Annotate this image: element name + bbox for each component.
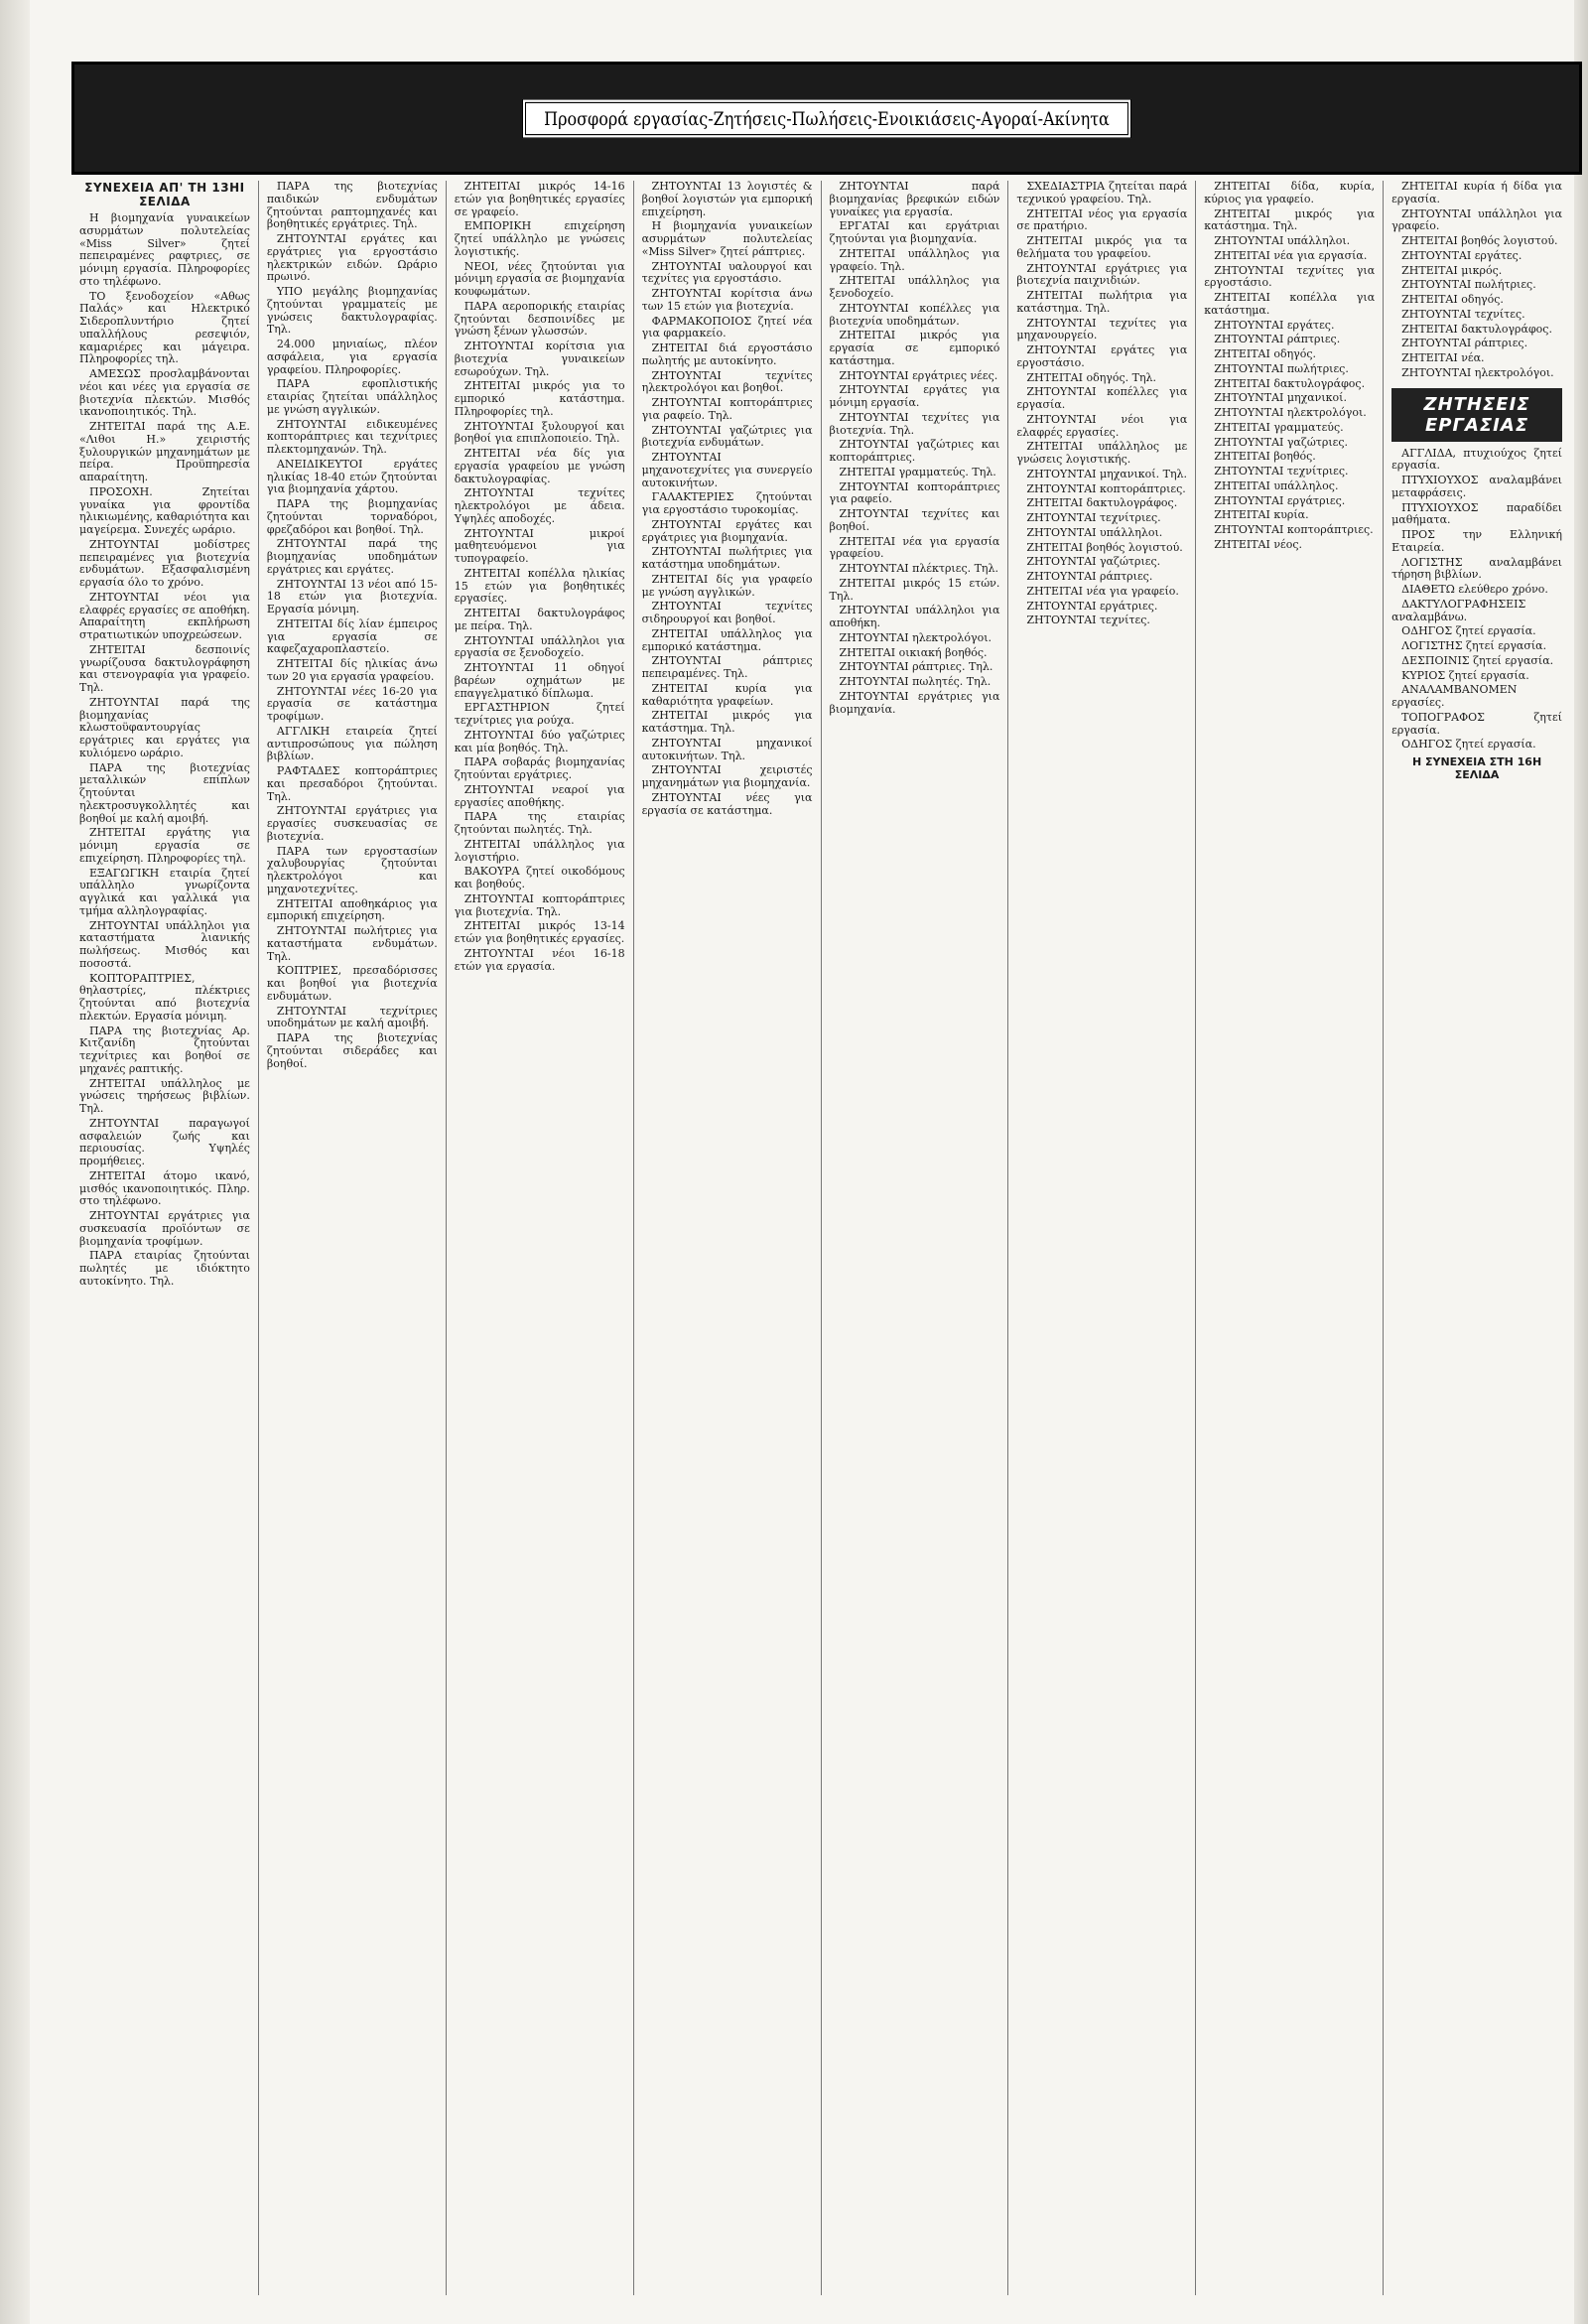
classified-ad: ΣΧΕΔΙΑΣΤΡΙΑ ζητείται παρά τεχνικού γραφείου. Τηλ. — [1016, 181, 1188, 205]
classified-ad: ΖΗΤΟΥΝΤΑΙ πωλητές. Τηλ. — [839, 675, 992, 688]
classified-ad: ΖΗΤΟΥΝΤΑΙ ειδικευμένες κοπτοράπτριες και τεχνίτριες πλεκτομηχανών. Τηλ. — [266, 417, 438, 456]
classified-ad: ΖΗΤΕΙΤΑΙ υπάλληλος. — [1214, 478, 1339, 492]
classified-columns — [71, 181, 1570, 2295]
classified-ad: ΖΗΤΟΥΝΤΑΙ εργάτες για εργοστάσιο. — [1016, 343, 1188, 369]
classified-ad: ΔΑΚΤΥΛΟΓΡΑΦΗΣΕΙΣ αναλαμβάνω. — [1391, 597, 1526, 623]
page-edge-shadow — [1574, 0, 1588, 2324]
classified-ad: ΖΗΤΟΥΝΤΑΙ ξυλουργοί και βοηθοί για επιπλοποιείο. Τηλ. — [454, 419, 625, 446]
classified-ad: ΖΗΤΟΥΝΤΑΙ κοπτοράπτριες για βιοτεχνία. Τηλ. — [454, 891, 625, 918]
ad-list — [1016, 181, 1187, 627]
classified-ad: Η βιομηχανία γυναικείων ασυρμάτων πολυτελείας «Miss Silver» ζητεί πεπειραμένες ραφτριες, σε μόνιμη εργασία. Πληροφορίες στο τηλέφωνο. — [79, 211, 250, 288]
classified-ad: ΖΗΤΟΥΝΤΑΙ πλέκτριες. Τηλ. — [839, 562, 998, 575]
classified-ad: ΖΗΤΕΙΤΑΙ οικιακή βοηθός. — [839, 645, 988, 659]
classified-ad: ΖΗΤΟΥΝΤΑΙ εργάτες. — [1401, 248, 1522, 262]
classified-ad: ΖΗΤΟΥΝΤΑΙ κοπέλλες για βιοτεχνία υποδημάτων. — [829, 301, 1000, 328]
ad-list — [1204, 181, 1375, 552]
classified-ad: ΖΗΤΟΥΝΤΑΙ τεχνίτες ηλεκτρολόγοι και βοηθοί. — [641, 368, 813, 395]
classified-ad: ΖΗΤΕΙΤΑΙ νέος για εργασία σε πρατήριο. — [1016, 206, 1188, 233]
classified-ad: ΖΗΤΕΙΤΑΙ δακτυλογράφος. — [1401, 322, 1552, 336]
classified-ad: ΒΑΚΟΥΡΑ ζητεί οικοδόμους και βοηθούς. — [454, 865, 625, 890]
classified-ad: ΖΗΤΕΙΤΑΙ δίδα, κυρία, κύριος για γραφείο. — [1204, 181, 1376, 205]
column-1 — [71, 181, 259, 2295]
classified-ad: ΖΗΤΟΥΝΤΑΙ ηλεκτρολόγοι. — [1214, 406, 1367, 419]
classified-ad: ΖΗΤΟΥΝΤΑΙ εργάτριες. — [1026, 599, 1158, 613]
classified-ad: ΠΑΡΑ της βιοτεχνίας μεταλλικών επίπλων ζητούνται ηλεκτροσυγκολλητές και βοηθοί με καλή αμοιβή. — [79, 760, 250, 825]
column-7 — [1196, 181, 1384, 2295]
column-6 — [1008, 181, 1196, 2295]
classified-ad: ΑΝΑΛΑΜΒΑΝΟΜΕΝ εργασίες. — [1391, 683, 1518, 709]
classified-ad: ΝΕΟΙ, νέες ζητούνται για μόνιμη εργασία σε βιομηχανία κουφωμάτων. — [454, 259, 625, 298]
classified-ad: ΖΗΤΕΙΤΑΙ δακτυλογράφος. — [1214, 376, 1366, 390]
classified-ad: ΤΟ ξενοδοχείον «Αθως Παλάς» και Ηλεκτρικό Σιδεροπλυντήριο ζητεί υπαλλήλους ρεσεψιόν, καμαριέρες και μάγειρα. Πληροφορίες τηλ. — [79, 289, 250, 366]
ad-list — [1391, 448, 1562, 752]
classified-ad: ΖΗΤΕΙΤΑΙ δακτυλογράφος με πείρα. Τηλ. — [454, 607, 625, 632]
classified-ad: ΖΗΤΟΥΝΤΑΙ μοδίστρες πεπειραμένες για βιοτεχνία ενδυμάτων. Εξασφαλισμένη εργασία όλο το χρόνο. — [79, 537, 250, 589]
classified-ad: ΖΗΤΟΥΝΤΑΙ κοπτοράπτριες. — [1214, 523, 1374, 536]
classified-ad: ΖΗΤΕΙΤΑΙ μικρός. — [1401, 263, 1503, 277]
classified-ad: ΖΗΤΕΙΤΑΙ κυρία για καθαριότητα γραφείων. — [641, 681, 813, 708]
classified-ad: ΖΗΤΕΙΤΑΙ μικρός για τα θελήματα του γραφείου. — [1016, 234, 1188, 260]
classified-ad: ΖΗΤΟΥΝΤΑΙ παρά βιομηχανίας βρεφικών ειδών γυναίκες για εργασία. — [829, 181, 1000, 218]
classified-ad: ΖΗΤΟΥΝΤΑΙ νέοι για ελαφρές εργασίες. — [1016, 412, 1188, 439]
classified-ad: ΖΗΤΟΥΝΤΑΙ κοπτοράπτριες για ραφείο. — [829, 479, 1000, 506]
classified-ad: ΠΤΥΧΙΟΥΧΟΣ παραδίδει μαθήματα. — [1391, 500, 1562, 527]
classified-ad: ΟΔΗΓΟΣ ζητεί εργασία. — [1401, 738, 1536, 752]
classified-ad: ΖΗΤΕΙΤΑΙ οδηγός. Τηλ. — [1026, 370, 1157, 384]
classified-ad: ΖΗΤΟΥΝΤΑΙ πωλήτριες. — [1401, 278, 1536, 292]
classified-ad: ΔΙΑΘΕΤΩ ελεύθερο χρόνο. — [1401, 583, 1548, 596]
classified-ad: ΖΗΤΕΙΤΑΙ δίς λίαν έμπειρος για εργασία σε καφεζαχαροπλαστείο. — [266, 616, 438, 656]
classified-ad: ΖΗΤΟΥΝΤΑΙ υπάλληλοι για καταστήματα λιανικής πωλήσεως. Μισθός και ποσοστά. — [79, 918, 250, 970]
page-gutter-shadow — [0, 0, 30, 2324]
classified-ad: ΠΑΡΑ εφοπλιστικής εταιρίας ζητείται υπάλληλος με γνώση αγγλικών. — [266, 377, 438, 416]
classified-ad: ΖΗΤΟΥΝΤΑΙ υαλουργοί και τεχνίτες για εργοστάσιο. — [641, 259, 813, 286]
classified-ad: ΖΗΤΟΥΝΤΑΙ υπάλληλοι για αποθήκη. — [829, 604, 1000, 629]
classified-ad: ΖΗΤΕΙΤΑΙ μικρός για κατάστημα. Τηλ. — [641, 709, 813, 735]
classified-ad: ΖΗΤΟΥΝΤΑΙ τεχνίτες για μηχανουργείο. — [1016, 316, 1188, 342]
classified-ad: ΖΗΤΟΥΝΤΑΙ τεχνίτριες. — [1026, 511, 1161, 524]
classified-ad: ΖΗΤΟΥΝΤΑΙ 13 λογιστές & βοηθοί λογιστών για εμπορική επιχείρηση. — [641, 181, 813, 218]
classified-ad: ΖΗΤΟΥΝΤΑΙ εργάτες για μόνιμη εργασία. — [829, 383, 1000, 409]
classified-ad: ΖΗΤΕΙΤΑΙ νέα. — [1401, 351, 1485, 364]
classified-ad: ΚΥΡΙΟΣ ζητεί εργασία. — [1401, 668, 1529, 682]
classified-ad: ΖΗΤΟΥΝΤΑΙ εργάτριες για εργασίες συσκευασίας σε βιοτεχνία. — [266, 804, 438, 843]
classified-ad: ΖΗΤΟΥΝΤΑΙ παρά της βιομηχανίας υποδημάτων εργάτριες και εργάτες. — [266, 537, 438, 576]
classified-ad: ΖΗΤΕΙΤΑΙ δεσποινίς γνωρίζουσα δακτυλογράφηση και στενογραφία για γραφείο. Τηλ. — [79, 642, 250, 694]
classified-ad: ΠΑΡΑ της βιοτεχνίας παιδικών ενδυμάτων ζητούνται ραπτομηχανές και βοηθητικές εργάτριες. Τηλ. — [266, 181, 438, 231]
classified-ad: ΤΟΠΟΓΡΑΦΟΣ ζητεί εργασία. — [1391, 710, 1562, 737]
classified-ad: ΛΟΓΙΣΤΗΣ ζητεί εργασία. — [1401, 639, 1547, 652]
classified-ad: ΖΗΤΟΥΝΤΑΙ γαζώτριες. — [1214, 435, 1349, 449]
classified-ad: ΖΗΤΕΙΤΑΙ υπάλληλος με γνώσεις λογιστικής. — [1016, 440, 1188, 466]
classified-ad: ΠΡΟΣ την Ελληνική Εταιρεία. — [1391, 528, 1562, 554]
classified-ad: ΖΗΤΟΥΝΤΑΙ τεχνίτες για εργοστάσιο. — [1204, 263, 1376, 290]
classified-ad: ΖΗΤΕΙΤΑΙ οδηγός. — [1214, 347, 1317, 360]
classified-ad: ΖΗΤΟΥΝΤΑΙ τεχνίτες για βιοτεχνία. Τηλ. — [829, 410, 1000, 437]
ad-list — [79, 212, 250, 1289]
classified-ad: 24.000 μηνιαίως, πλέον ασφάλεια, για εργασία γραφείου. Πληροφορίες. — [266, 338, 438, 376]
classified-ad: ΖΗΤΟΥΝΤΑΙ δύο γαζώτριες και μία βοηθός. Τηλ. — [454, 728, 625, 754]
classified-ad: ΖΗΤΕΙΤΑΙ μικρός 14-16 ετών για βοηθητικές εργασίες σε γραφείο. — [454, 181, 625, 218]
classified-ad: ΖΗΤΟΥΝΤΑΙ νέες για εργασία σε κατάστημα. — [641, 790, 813, 817]
classified-ad: ΖΗΤΟΥΝΤΑΙ τεχνίτες και βοηθοί. — [829, 507, 1000, 533]
classified-ad: ΖΗΤΟΥΝΤΑΙ τεχνίτες. — [1026, 614, 1150, 627]
classified-ad: ΖΗΤΟΥΝΤΑΙ 11 οδηγοί βαρέων οχημάτων με επαγγελματικό δίπλωμα. — [454, 661, 625, 700]
classified-ad: ΖΗΤΕΙΤΑΙ μικρός για κατάστημα. Τηλ. — [1204, 206, 1376, 233]
classified-ad: ΖΗΤΟΥΝΤΑΙ τεχνίτριες υποδημάτων με καλή αμοιβή. — [266, 1004, 438, 1030]
classified-ad: ΖΗΤΕΙΤΑΙ υπάλληλος για λογιστήριο. — [454, 837, 625, 864]
banner-title: Προσφορά εργασίας-Ζητήσεις-Πωλήσεις-Ενοικιάσεις-Αγοραί-Ακίνητα — [522, 98, 1131, 138]
classified-ad: ΖΗΤΕΙΤΑΙ βοηθός λογιστού. — [1026, 540, 1183, 554]
classified-ad: ΖΗΤΕΙΤΑΙ βοηθός λογιστού. — [1401, 234, 1558, 247]
classified-ad: ΦΑΡΜΑΚΟΠΟΙΟΣ ζητεί νέα για φαρμακείο. — [641, 314, 813, 341]
classified-ad: ΖΗΤΕΙΤΑΙ νέα για εργασία γραφείου. — [829, 534, 1000, 561]
section-subheading: ΖΗΤΗΣΕΙΣ ΕΡΓΑΣΙΑΣ — [1391, 388, 1562, 442]
classified-ad: ΖΗΤΕΙΤΑΙ νέα για γραφείο. — [1026, 584, 1179, 598]
classified-ad: ΖΗΤΟΥΝΤΑΙ κοπτοράπτριες για ραφείο. Τηλ. — [641, 396, 813, 422]
classified-ad: ΖΗΤΕΙΤΑΙ δακτυλογράφος. — [1026, 496, 1178, 510]
classified-ad: ΠΑΡΑ σοβαράς βιομηχανίας ζητούνται εργάτριες. — [454, 755, 625, 781]
classified-ad: ΖΗΤΕΙΤΑΙ γραμματεύς. Τηλ. — [839, 465, 996, 478]
continuation-footer: Η ΣΥΝΕΧΕΙΑ ΣΤΗ 16Η ΣΕΛΙΔΑ — [1411, 755, 1542, 781]
classified-ad: ΖΗΤΟΥΝΤΑΙ κοπέλλες για εργασία. — [1016, 385, 1188, 411]
classified-ad: ΖΗΤΟΥΝΤΑΙ 13 νέοι από 15-18 ετών για βιοτεχνία. Εργασία μόνιμη. — [266, 577, 438, 615]
classified-ad: ΕΞΑΓΩΓΙΚΗ εταιρία ζητεί υπάλληλο γνωρίζοντα αγγλικά και γαλλικά για τμήμα αλληλογραφίας. — [79, 866, 250, 917]
classified-ad: ΖΗΤΟΥΝΤΑΙ πωλήτριες. — [1214, 361, 1349, 375]
classified-ad: ΚΟΠΤΟΡΑΠΤΡΙΕΣ, θηλαστρίες, πλέκτριες ζητούνται από βιοτεχνία πλεκτών. Εργασία μόνιμη. — [79, 971, 250, 1023]
classified-ad: ΖΗΤΟΥΝΤΑΙ υπάλληλοι για εργασία σε ξενοδοχείο. — [454, 633, 625, 660]
classified-ad: ΖΗΤΕΙΤΑΙ δίς για γραφείο με γνώση αγγλικών. — [641, 572, 813, 599]
classified-ad: ΑΜΕΣΩΣ προσλαμβάνονται νέοι και νέες για εργασία σε βιοτεχνία πλεκτών. Μισθός ικανοποιητικός. Τηλ. — [79, 367, 250, 419]
classified-ad: ΚΟΠΤΡΙΕΣ, πρεσαδόρισσες και βοηθοί για βιοτεχνία ενδυμάτων. — [266, 964, 438, 1003]
classified-ad: ΖΗΤΟΥΝΤΑΙ εργάτριες για βιοτεχνία παιχνιδιών. — [1016, 261, 1188, 288]
column-4 — [634, 181, 822, 2295]
classified-ad: ΖΗΤΟΥΝΤΑΙ τεχνίτες σιδηρουργοί και βοηθοί. — [641, 600, 813, 625]
classified-ad: ΖΗΤΟΥΝΤΑΙ μηχανοτεχνίτες για συνεργείο αυτοκινήτων. — [641, 451, 813, 489]
classified-ad: ΖΗΤΕΙΤΑΙ αποθηκάριος για εμπορική επιχείρηση. — [266, 896, 438, 923]
classified-ad: ΖΗΤΕΙΤΑΙ υπάλληλος για ξενοδοχείο. — [829, 274, 1000, 300]
classified-ad: ΖΗΤΟΥΝΤΑΙ τεχνίτες ηλεκτρολόγοι με άδεια. Υψηλές αποδοχές. — [454, 486, 625, 525]
classified-ad: ΖΗΤΕΙΤΑΙ βοηθός. — [1214, 450, 1316, 464]
classified-ad: ΖΗΤΟΥΝΤΑΙ ράπτριες. — [1026, 570, 1153, 583]
classified-ad: ΖΗΤΟΥΝΤΑΙ γαζώτριες για βιοτεχνία ενδυμάτων. — [641, 423, 813, 450]
classified-ad: ΖΗΤΟΥΝΤΑΙ κοπτοράπτριες. — [1026, 481, 1186, 495]
classified-ad: ΠΑΡΑ εταιρίας ζητούνται πωλητές με ιδιόκτητο αυτοκίνητο. Τηλ. — [79, 1249, 250, 1288]
classified-ad: ΓΑΛΑΚΤΕΡΙΕΣ ζητούνται για εργοστάσιο τυροκομίας. — [641, 490, 813, 516]
classified-ad: ΖΗΤΕΙΤΑΙ μικρός για εργασία σε εμπορικό κατάστημα. — [829, 329, 1000, 367]
classified-ad: ΖΗΤΕΙΤΑΙ κυρία. — [1214, 508, 1309, 522]
classified-ad: Η βιομηχανία γυναικείων ασυρμάτων πολυτελείας «Miss Silver» ζητεί ράπτριες. — [641, 219, 813, 258]
classified-ad: ΖΗΤΕΙΤΑΙ μικρός 13-14 ετών για βοηθητικές εργασίες. — [454, 919, 625, 945]
classified-ad: ΖΗΤΕΙΤΑΙ κυρία ή δίδα για εργασία. — [1391, 181, 1562, 205]
classified-ad: ΖΗΤΟΥΝΤΑΙ υπάλληλοι. — [1026, 525, 1163, 539]
classified-ad: ΖΗΤΟΥΝΤΑΙ πωλήτριες για κατάστημα υποδημάτων. — [641, 545, 813, 571]
classified-ad: ΠΑΡΑ της εταιρίας ζητούνται πωλητές. Τηλ. — [454, 810, 625, 836]
column-5 — [822, 181, 1009, 2295]
classified-ad: ΖΗΤΟΥΝΤΑΙ νέες 16-20 για εργασία σε κατάστημα τροφίμων. — [266, 684, 438, 723]
column-2 — [259, 181, 447, 2295]
classified-ad: ΖΗΤΕΙΤΑΙ νέος. — [1214, 537, 1302, 551]
classified-ad: ΠΤΥΧΙΟΥΧΟΣ αναλαμβάνει μεταφράσεις. — [1391, 474, 1562, 499]
classified-ad: ΔΕΣΠΟΙΝΙΣ ζητεί εργασία. — [1401, 653, 1554, 667]
classified-ad: ΖΗΤΟΥΝΤΑΙ γαζώτριες. — [1026, 555, 1161, 569]
classified-ad: ΠΑΡΑ της βιοτεχνίας Αρ. Κιτζανίδη ζητούνται τεχνίτριες και βοηθοί σε μηχανές ραπτικής. — [79, 1024, 250, 1075]
classified-ad: ΖΗΤΕΙΤΑΙ κοπέλλα ηλικίας 15 ετών για βοηθητικές εργασίες. — [454, 566, 625, 606]
classified-ad: ΖΗΤΟΥΝΤΑΙ νέοι για ελαφρές εργασίες σε αποθήκη. Απαραίτητη εκπλήρωση στρατιωτικών υποχρεώσεων. — [79, 590, 250, 641]
classified-ad: ΖΗΤΟΥΝΤΑΙ νέοι 16-18 ετών για εργασία. — [454, 946, 625, 973]
classified-ad: ΖΗΤΟΥΝΤΑΙ κορίτσια για βιοτεχνία γυναικείων εσωρούχων. Τηλ. — [454, 340, 625, 378]
ad-list — [642, 181, 813, 817]
classified-ad: ΖΗΤΟΥΝΤΑΙ ράπτριες πεπειραμένες. Τηλ. — [641, 654, 813, 680]
classified-ad: ΖΗΤΟΥΝΤΑΙ υπάλληλοι για γραφείο. — [1391, 206, 1562, 233]
classified-ad: ΖΗΤΟΥΝΤΑΙ μηχανικοί. Τηλ. — [1026, 467, 1188, 480]
classified-ad: ΛΟΓΙΣΤΗΣ αναλαμβάνει τήρηση βιβλίων. — [1391, 555, 1562, 582]
classified-ad: ΖΗΤΟΥΝΤΑΙ εργάτριες για συσκευασία προϊόντων σε βιομηχανία τροφίμων. — [79, 1209, 250, 1248]
classified-ad: ΖΗΤΟΥΝΤΑΙ τεχνίτριες. — [1214, 465, 1349, 478]
classified-ad: ΖΗΤΕΙΤΑΙ παρά της Α.Ε. «Λιθοι Η.» χειριστής ξυλουργικών μηχανημάτων με πείρα. Προϋπηρεσία απαραίτητη. — [79, 420, 250, 483]
classifieds-banner — [71, 62, 1582, 175]
classified-ad: ΖΗΤΕΙΤΑΙ εργάτης για μόνιμη εργασία σε επιχείρηση. Πληροφορίες τηλ. — [79, 826, 250, 865]
classified-ad: ΖΗΤΟΥΝΤΑΙ εργάτριες για βιομηχανία. — [829, 689, 1000, 716]
classified-ad: ΖΗΤΕΙΤΑΙ γραμματεύς. — [1214, 420, 1344, 434]
classified-ad: ΖΗΤΟΥΝΤΑΙ ράπτριες. — [1214, 333, 1341, 346]
classified-ad: ΖΗΤΕΙΤΑΙ μικρός για το εμπορικό κατάστημα. Πληροφορίες τηλ. — [454, 379, 625, 418]
classified-ad: ΖΗΤΟΥΝΤΑΙ τεχνίτες. — [1401, 307, 1525, 321]
classified-ad: ΖΗΤΟΥΝΤΑΙ εργάτριες. — [1214, 493, 1346, 507]
classified-ad: ΑΓΓΛΙΚΗ εταιρεία ζητεί αντιπροσώπους για πώληση βιβλίων. — [266, 724, 438, 763]
classified-ad: ΑΓΓΛΙΔΑ, πτυχιούχος ζητεί εργασία. — [1391, 446, 1562, 473]
classified-ad: ΠΑΡΑ της βιοτεχνίας ζητούνται σιδεράδες και βοηθοί. — [266, 1031, 438, 1070]
classified-ad: ΖΗΤΟΥΝΤΑΙ ράπτριες. Τηλ. — [839, 660, 993, 674]
classified-ad: ΠΑΡΑ της βιομηχανίας ζητούνται τορναδόροι, φρεζαδόροι και βοηθοί. Τηλ. — [266, 497, 438, 536]
classified-ad: ΖΗΤΕΙΤΑΙ διά εργοστάσιο πωλητής με αυτοκίνητο. — [641, 342, 813, 367]
ad-list — [455, 181, 625, 973]
classified-ad: ΖΗΤΕΙΤΑΙ άτομο ικανό, μισθός ικανοποιητικός. Πληρ. στο τηλέφωνο. — [79, 1168, 250, 1208]
classified-ad: ΖΗΤΕΙΤΑΙ οδηγός. — [1401, 293, 1504, 306]
classified-ad: ΖΗΤΟΥΝΤΑΙ υπάλληλοι. — [1214, 234, 1351, 247]
classified-ad: ΠΑΡΑ αεροπορικής εταιρίας ζητούνται δεσποινίδες με γνώση ξένων γλωσσών. — [454, 299, 625, 339]
column-3 — [447, 181, 634, 2295]
column-8 — [1384, 181, 1570, 2295]
classified-ad: ΖΗΤΟΥΝΤΑΙ παρά της βιομηχανίας κλωστοϋφαντουργίας εργάτριες και εργάτες για κυλιόμενο ωράριο. — [79, 695, 250, 759]
classified-ad: ΖΗΤΟΥΝΤΑΙ μικροί μαθητευόμενοι για τυπογραφείο. — [454, 526, 625, 565]
classified-ad: ΕΜΠΟΡΙΚΗ επιχείρηση ζητεί υπάλληλο με γνώσεις λογιστικής. — [454, 219, 625, 258]
classified-ad: ΡΑΦΤΑΔΕΣ κοπτοράπτριες και πρεσαδόροι ζητούνται. Τηλ. — [266, 764, 438, 803]
classified-ad: ΖΗΤΟΥΝΤΑΙ γαζώτριες και κοπτοράπτριες. — [829, 438, 1000, 464]
ad-list — [267, 181, 438, 1070]
classified-ad: ΖΗΤΕΙΤΑΙ πωλήτρια για κατάστημα. Τηλ. — [1016, 289, 1188, 315]
classified-ad: ΖΗΤΟΥΝΤΑΙ εργάτες. — [1214, 318, 1335, 332]
classified-ad: ΖΗΤΕΙΤΑΙ υπάλληλος με γνώσεις τηρήσεως βιβλίων. Τηλ. — [79, 1076, 250, 1115]
classified-ad: ΖΗΤΟΥΝΤΑΙ παραγωγοί ασφαλειών ζωής και περιουσίας. Υψηλές προμήθειες. — [79, 1116, 250, 1167]
classified-ad: ΖΗΤΟΥΝΤΑΙ ράπτριες. — [1401, 337, 1528, 350]
classified-ad: ΕΡΓΑΣΤΗΡΙΟΝ ζητεί τεχνίτριες για ρούχα. — [454, 701, 625, 727]
classified-ad: ΖΗΤΟΥΝΤΑΙ μηχανικοί αυτοκινήτων. Τηλ. — [641, 736, 813, 762]
classified-ad: ΖΗΤΟΥΝΤΑΙ νεαροί για εργασίες αποθήκης. — [454, 782, 625, 809]
classified-ad: ΖΗΤΟΥΝΤΑΙ μηχανικοί. — [1214, 391, 1347, 405]
ad-list — [1391, 181, 1562, 380]
classified-ad: ΖΗΤΟΥΝΤΑΙ ηλεκτρολόγοι. — [1401, 365, 1554, 379]
classified-ad: ΥΠΟ μεγάλης βιομηχανίας ζητούνται γραμματείς με γνώσεις δακτυλογραφίας. Τηλ. — [266, 285, 438, 337]
classified-ad: ΖΗΤΟΥΝΤΑΙ χειριστές μηχανημάτων για βιομηχανία. — [641, 763, 813, 789]
ad-list — [830, 181, 1000, 716]
classified-ad: ΖΗΤΟΥΝΤΑΙ κορίτσια άνω των 15 ετών για βιοτεχνία. — [641, 287, 813, 313]
classified-ad: ΖΗΤΕΙΤΑΙ υπάλληλος για γραφείο. Τηλ. — [829, 246, 1000, 273]
classified-ad: ΠΑΡΑ των εργοστασίων χαλυβουργίας ζητούνται ηλεκτρολόγοι και μηχανοτεχνίτες. — [266, 844, 438, 895]
classified-ad: ΖΗΤΕΙΤΑΙ νέα δίς για εργασία γραφείου με γνώση δακτυλογραφίας. — [454, 447, 625, 485]
classified-ad: ΖΗΤΕΙΤΑΙ μικρός 15 ετών. Τηλ. — [829, 576, 1000, 603]
classified-ad: ΖΗΤΟΥΝΤΑΙ εργάτες και εργάτριες για εργοστάσιο ηλεκτρικών ειδών. Ωράριο πρωινό. — [266, 232, 438, 284]
continuation-heading: ΣΥΝΕΧΕΙΑ ΑΠ' ΤΗ 13ΗΙ ΣΕΛΙΔΑ — [84, 181, 245, 208]
classified-ad: ΖΗΤΟΥΝΤΑΙ εργάτριες νέες. — [839, 368, 998, 382]
classified-ad: ΟΔΗΓΟΣ ζητεί εργασία. — [1401, 624, 1536, 638]
classified-ad: ΖΗΤΕΙΤΑΙ κοπέλλα για κατάστημα. — [1204, 291, 1376, 317]
classified-ad: ΖΗΤΟΥΝΤΑΙ πωλήτριες για καταστήματα ενδυμάτων. Τηλ. — [266, 924, 438, 963]
classified-ad: ΖΗΤΟΥΝΤΑΙ ηλεκτρολόγοι. — [839, 630, 992, 644]
classified-ad: ΠΡΟΣΟΧΗ. Ζητείται γυναίκα για φροντίδα ηλικιωμένης, καθαριότητα και μαγείρεμα. Συνεχές ωράριο. — [79, 484, 250, 536]
classified-ad: ΑΝΕΙΔΙΚΕΥΤΟΙ εργάτες ηλικίας 18-40 ετών ζητούνται για βιομηχανία χάρτου. — [266, 457, 438, 496]
classified-ad: ΕΡΓΑΤΑΙ και εργάτριαι ζητούνται για βιομηχανία. — [829, 219, 1000, 245]
classified-ad: ΖΗΤΟΥΝΤΑΙ εργάτες και εργάτριες για βιομηχανία. — [641, 517, 813, 544]
classified-ad: ΖΗΤΕΙΤΑΙ νέα για εργασία. — [1214, 248, 1368, 262]
classified-ad: ΖΗΤΕΙΤΑΙ υπάλληλος για εμπορικό κατάστημα. — [641, 626, 813, 653]
classified-ad: ΖΗΤΕΙΤΑΙ δίς ηλικίας άνω των 20 για εργασία γραφείου. — [266, 657, 438, 683]
